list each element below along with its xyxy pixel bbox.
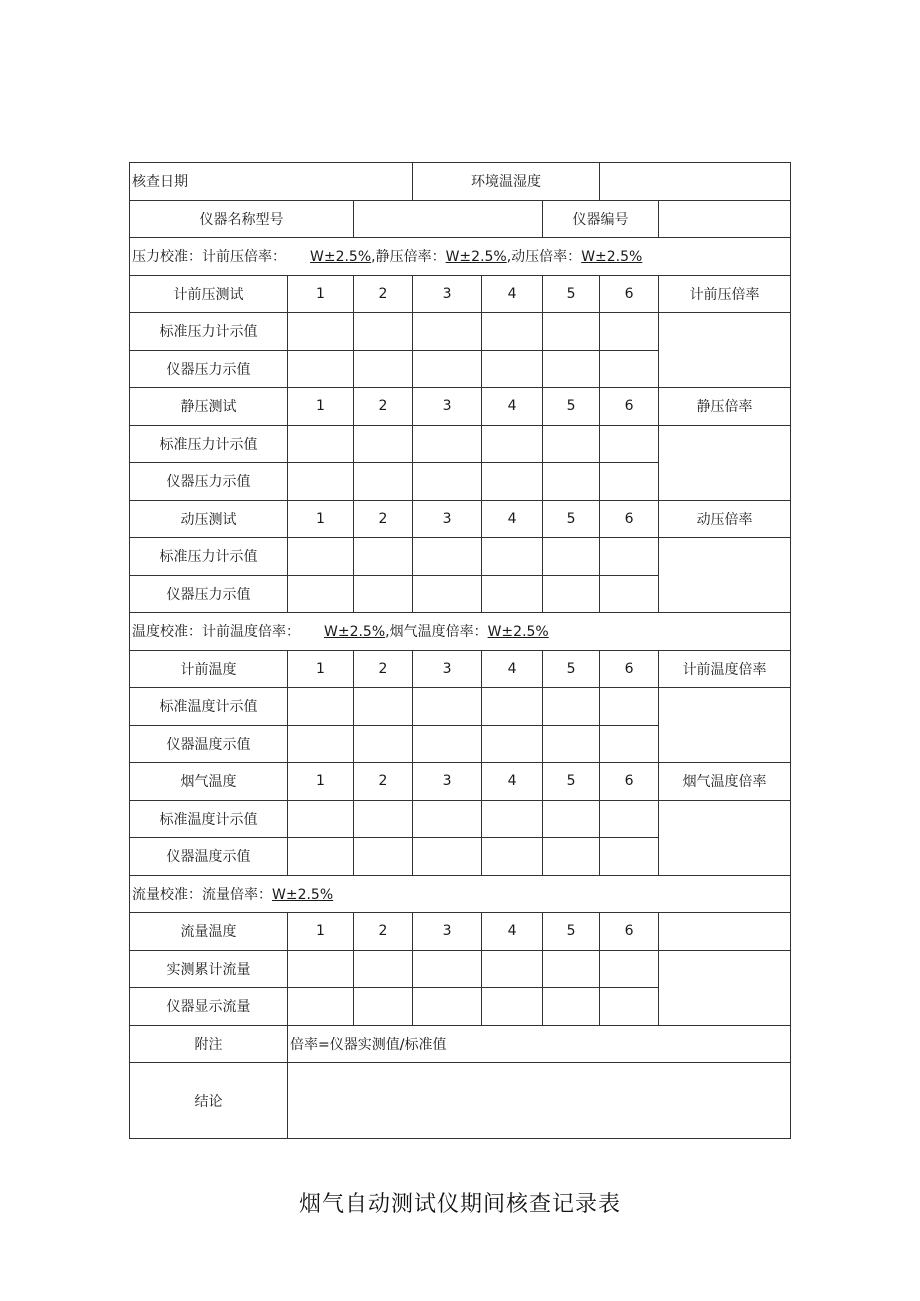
row-label: 标准压力计示值	[130, 538, 288, 576]
col-6: 6	[600, 388, 659, 426]
env-label: 环境温湿度	[413, 163, 600, 201]
col-1: 1	[288, 650, 354, 688]
header-row-1	[130, 163, 791, 201]
cell[interactable]	[288, 313, 354, 351]
cell[interactable]	[543, 425, 600, 463]
cell[interactable]	[354, 688, 413, 726]
col-2: 2	[354, 913, 413, 951]
ratio-label: 计前温度倍率	[659, 650, 791, 688]
cell[interactable]	[482, 688, 543, 726]
row-label: 仪器压力示值	[130, 463, 288, 501]
col-2: 2	[354, 388, 413, 426]
cell[interactable]	[543, 725, 600, 763]
standard-value-row	[130, 800, 791, 838]
smoke-temperature-test-row	[130, 763, 791, 801]
cell[interactable]	[354, 950, 413, 988]
cell[interactable]	[413, 988, 482, 1026]
col-2: 2	[354, 275, 413, 313]
flow-test-row	[130, 913, 791, 951]
col-1: 1	[288, 388, 354, 426]
cell[interactable]	[288, 425, 354, 463]
cell[interactable]	[482, 538, 543, 576]
col-3: 3	[413, 763, 482, 801]
ratio-label: 烟气温度倍率	[659, 763, 791, 801]
pre-temperature-test-row	[130, 650, 791, 688]
ratio-label: 动压倍率	[659, 500, 791, 538]
instrument-model-label: 仪器名称型号	[130, 200, 354, 238]
col-2: 2	[354, 650, 413, 688]
ratio-value-cell[interactable]	[659, 538, 791, 613]
cell[interactable]	[354, 575, 413, 613]
col-5: 5	[543, 650, 600, 688]
col-3: 3	[413, 500, 482, 538]
col-6: 6	[600, 500, 659, 538]
cell[interactable]	[413, 538, 482, 576]
cell[interactable]	[288, 725, 354, 763]
col-5: 5	[543, 763, 600, 801]
ratio-value-cell[interactable]	[659, 425, 791, 500]
col-1: 1	[288, 500, 354, 538]
cell[interactable]	[354, 313, 413, 351]
cell[interactable]	[288, 463, 354, 501]
cell[interactable]	[600, 425, 659, 463]
static-pressure-test-row	[130, 388, 791, 426]
cell[interactable]	[288, 538, 354, 576]
cell[interactable]	[413, 463, 482, 501]
row-label: 标准压力计示值	[130, 425, 288, 463]
pre-pressure-test-row	[130, 275, 791, 313]
conclusion-label: 结论	[130, 1063, 288, 1139]
col-5: 5	[543, 275, 600, 313]
ratio-value-cell[interactable]	[659, 688, 791, 763]
instrument-no-label: 仪器编号	[543, 200, 659, 238]
cell[interactable]	[482, 838, 543, 876]
cell[interactable]	[482, 950, 543, 988]
test-label: 动压测试	[130, 500, 288, 538]
col-3: 3	[413, 275, 482, 313]
col-2: 2	[354, 500, 413, 538]
cell[interactable]	[600, 688, 659, 726]
ratio-value-cell[interactable]	[659, 800, 791, 875]
row-label: 仪器压力示值	[130, 350, 288, 388]
note-text: 倍率=仪器实测值/标准值	[288, 1025, 791, 1063]
cell[interactable]	[600, 725, 659, 763]
cell[interactable]	[482, 313, 543, 351]
cell[interactable]	[354, 725, 413, 763]
instrument-model-field[interactable]	[354, 200, 543, 238]
cell[interactable]	[413, 575, 482, 613]
col-6: 6	[600, 763, 659, 801]
col-1: 1	[288, 763, 354, 801]
test-label: 计前压测试	[130, 275, 288, 313]
row-label: 仪器压力示值	[130, 575, 288, 613]
row-label: 仪器温度示值	[130, 838, 288, 876]
header-row-2	[130, 200, 791, 238]
cell[interactable]	[413, 425, 482, 463]
row-label: 标准温度计示值	[130, 688, 288, 726]
standard-value-row	[130, 538, 791, 576]
cell[interactable]	[482, 988, 543, 1026]
cell[interactable]	[413, 950, 482, 988]
row-label: 标准压力计示值	[130, 313, 288, 351]
conclusion-field[interactable]	[288, 1063, 791, 1139]
cell[interactable]	[288, 688, 354, 726]
row-label: 标准温度计示值	[130, 800, 288, 838]
env-field[interactable]	[600, 163, 791, 201]
cell[interactable]	[543, 688, 600, 726]
cell[interactable]	[413, 688, 482, 726]
cell[interactable]	[482, 463, 543, 501]
cell[interactable]	[482, 800, 543, 838]
test-label: 计前温度	[130, 650, 288, 688]
cell[interactable]	[354, 988, 413, 1026]
col-1: 1	[288, 913, 354, 951]
row-label: 实测累计流量	[130, 950, 288, 988]
test-label: 流量温度	[130, 913, 288, 951]
page-title: 烟气自动测试仪期间核查记录表	[298, 1192, 621, 1217]
cell[interactable]	[413, 838, 482, 876]
col-4: 4	[482, 388, 543, 426]
col-4: 4	[482, 500, 543, 538]
ratio-value-cell[interactable]	[659, 313, 791, 388]
note-row	[130, 1025, 791, 1063]
col-5: 5	[543, 913, 600, 951]
flow-ratio-value-cell[interactable]	[659, 950, 791, 1025]
col-5: 5	[543, 388, 600, 426]
cell[interactable]	[482, 575, 543, 613]
cell[interactable]	[600, 463, 659, 501]
cell[interactable]	[600, 538, 659, 576]
col-5: 5	[543, 500, 600, 538]
ratio-label: 计前压倍率	[659, 275, 791, 313]
col-4: 4	[482, 275, 543, 313]
flow-section-label: 流量校准：流量倍率：W±2.5%	[130, 875, 791, 913]
row-label: 仪器显示流量	[130, 988, 288, 1026]
cell[interactable]	[413, 725, 482, 763]
cell[interactable]	[600, 313, 659, 351]
temperature-section-row	[130, 613, 791, 651]
cell[interactable]	[600, 988, 659, 1026]
col-3: 3	[413, 650, 482, 688]
col-6: 6	[600, 913, 659, 951]
cell[interactable]	[413, 350, 482, 388]
col-6: 6	[600, 275, 659, 313]
cell[interactable]	[288, 950, 354, 988]
check-record-form	[129, 162, 791, 1139]
cell[interactable]	[600, 950, 659, 988]
cell[interactable]	[354, 425, 413, 463]
cell[interactable]	[354, 838, 413, 876]
col-3: 3	[413, 388, 482, 426]
note-label: 附注	[130, 1025, 288, 1063]
standard-value-row	[130, 313, 791, 351]
cell[interactable]	[543, 800, 600, 838]
temperature-section-label: 温度校准：计前温度倍率： W±2.5%,烟气温度倍率：W±2.5%	[130, 613, 791, 651]
col-4: 4	[482, 650, 543, 688]
cell[interactable]	[413, 800, 482, 838]
flow-ratio-cell[interactable]	[659, 913, 791, 951]
cell[interactable]	[543, 988, 600, 1026]
cell[interactable]	[543, 350, 600, 388]
cell[interactable]	[543, 575, 600, 613]
check-date-label: 核查日期	[130, 163, 413, 201]
cell[interactable]	[354, 463, 413, 501]
pressure-section-row	[130, 238, 791, 276]
conclusion-row	[130, 1063, 791, 1139]
cell[interactable]	[288, 988, 354, 1026]
test-label: 烟气温度	[130, 763, 288, 801]
standard-value-row	[130, 688, 791, 726]
cell[interactable]	[543, 838, 600, 876]
cell[interactable]	[354, 350, 413, 388]
cell[interactable]	[600, 350, 659, 388]
cell[interactable]	[413, 313, 482, 351]
cell[interactable]	[288, 350, 354, 388]
col-2: 2	[354, 763, 413, 801]
cell[interactable]	[600, 575, 659, 613]
standard-value-row	[130, 425, 791, 463]
flow-section-row	[130, 875, 791, 913]
cell[interactable]	[354, 800, 413, 838]
cell[interactable]	[354, 538, 413, 576]
ratio-label: 静压倍率	[659, 388, 791, 426]
cell[interactable]	[482, 350, 543, 388]
col-3: 3	[413, 913, 482, 951]
test-label: 静压测试	[130, 388, 288, 426]
cell[interactable]	[288, 575, 354, 613]
cell[interactable]	[543, 538, 600, 576]
col-4: 4	[482, 763, 543, 801]
pressure-section-label: 压力校准：计前压倍率： W±2.5%,静压倍率：W±2.5%,动压倍率：W±2.5%	[130, 238, 791, 276]
cell[interactable]	[543, 950, 600, 988]
col-1: 1	[288, 275, 354, 313]
col-4: 4	[482, 913, 543, 951]
cell[interactable]	[600, 838, 659, 876]
cell[interactable]	[482, 725, 543, 763]
cell[interactable]	[288, 838, 354, 876]
cell[interactable]	[600, 800, 659, 838]
cell[interactable]	[288, 800, 354, 838]
cell[interactable]	[543, 463, 600, 501]
row-label: 仪器温度示值	[130, 725, 288, 763]
col-6: 6	[600, 650, 659, 688]
dynamic-pressure-test-row	[130, 500, 791, 538]
instrument-no-field[interactable]	[659, 200, 791, 238]
cell[interactable]	[482, 425, 543, 463]
cell[interactable]	[543, 313, 600, 351]
measured-flow-row	[130, 950, 791, 988]
